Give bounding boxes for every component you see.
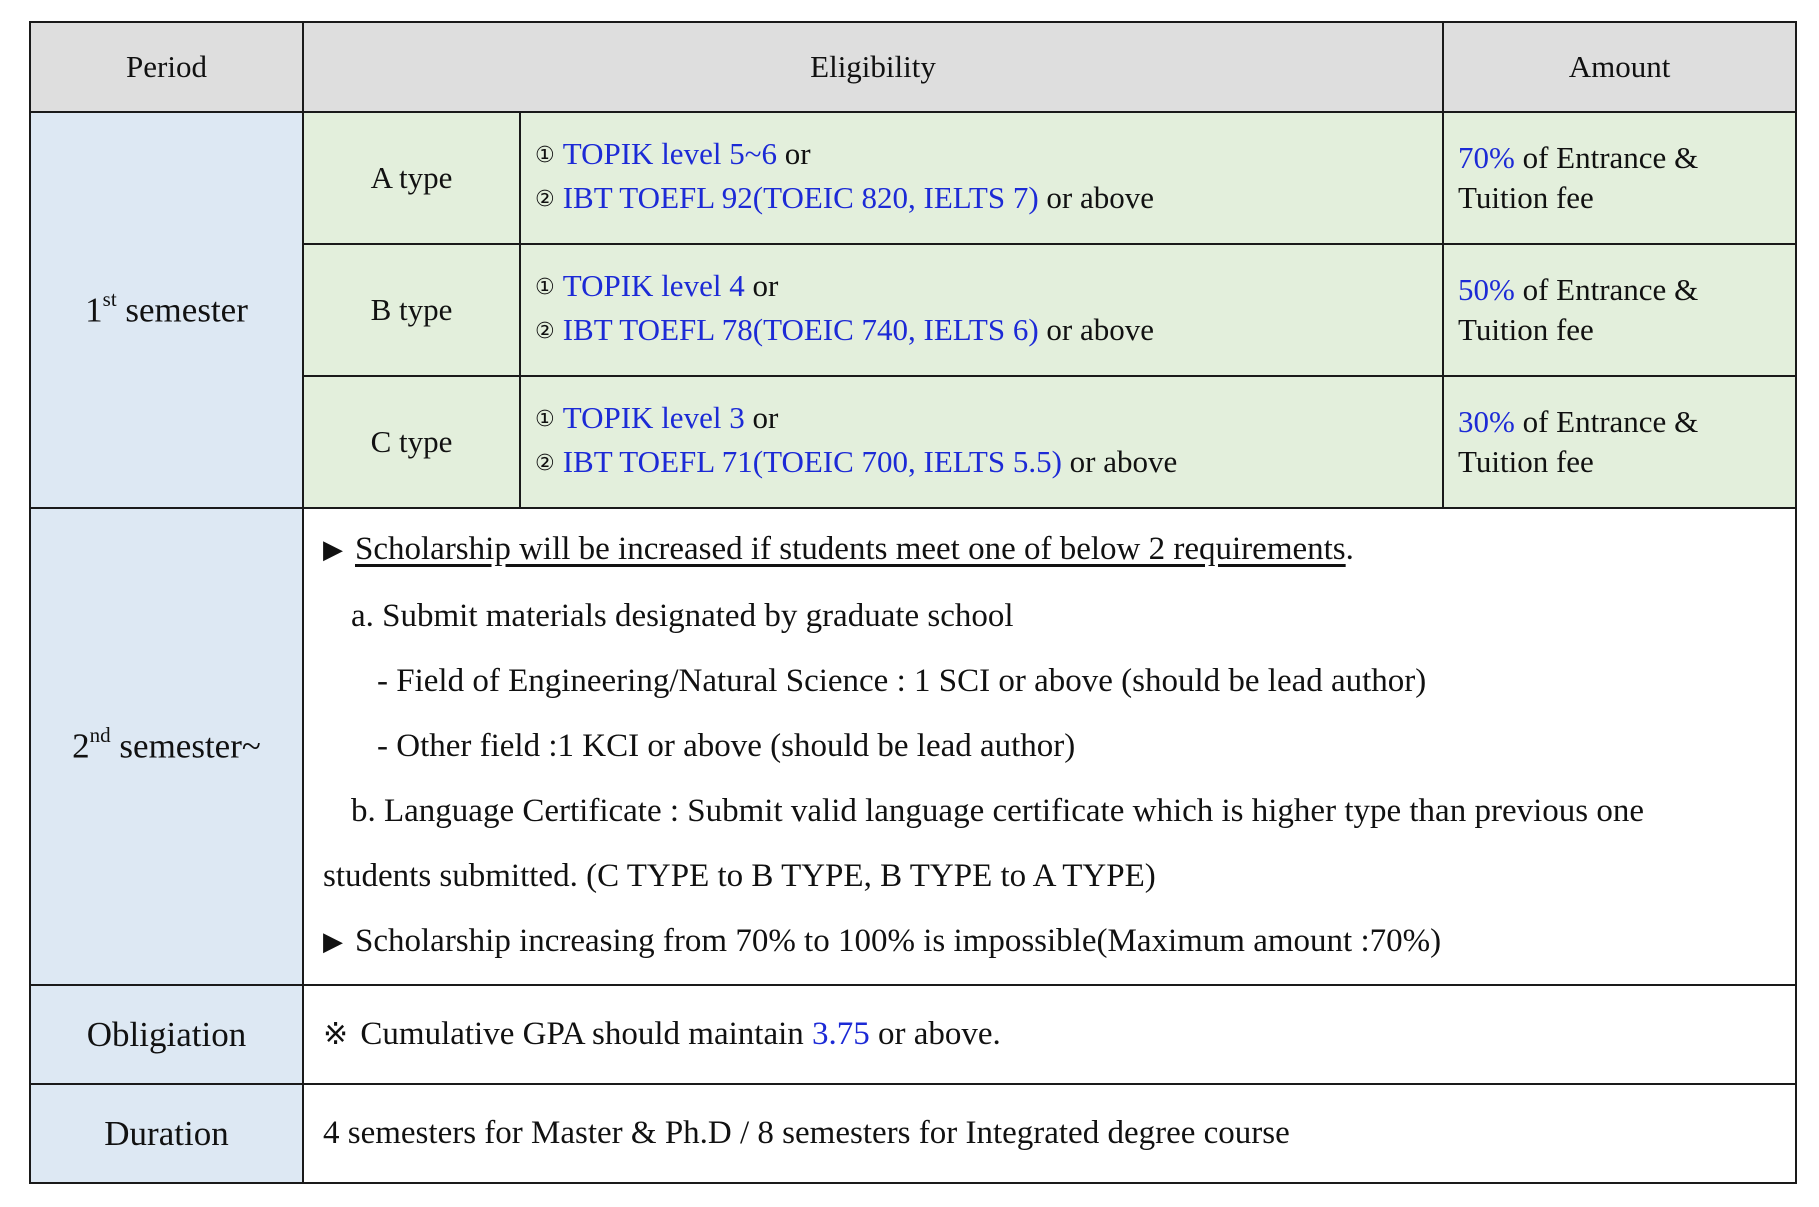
scholarship-document — [29, 21, 1797, 1184]
type-b-toefl: IBT TOEFL 78(TOEIC 740, IELTS 6) — [562, 312, 1039, 347]
header-eligibility: Eligibility — [303, 22, 1443, 112]
requirement-a-engineering: - Field of Engineering/Natural Science : 1 SCI or above (should be lead author) — [377, 663, 1427, 699]
type-a-percent: 70% — [1458, 140, 1515, 175]
type-a-eligibility — [520, 112, 1443, 244]
type-b-amount-line-1 — [1458, 270, 1795, 310]
type-b-line-2 — [535, 310, 1442, 354]
type-c-label: C type — [303, 376, 520, 508]
requirement-heading — [323, 517, 1777, 584]
triangle-bullet-icon: ▶ — [323, 927, 343, 957]
type-c-or: or — [744, 400, 779, 435]
type-c-topik: TOPIK level 3 — [562, 400, 745, 435]
type-a-toefl: IBT TOEFL 92(TOEIC 820, IELTS 7) — [562, 180, 1039, 215]
obligation-text-after: or above. — [869, 1016, 1001, 1052]
obligation-text-before: Cumulative GPA should maintain — [352, 1016, 813, 1052]
type-a-amount — [1443, 112, 1796, 244]
header-row — [30, 22, 1796, 112]
obligation-row — [30, 985, 1796, 1084]
requirement-b-continued: students submitted. (C TYPE to B TYPE, B TYPE to A TYPE) — [323, 858, 1156, 894]
type-a-or-above: or above — [1038, 180, 1154, 215]
circled-one-marker: ① — [535, 407, 555, 432]
type-c-amount — [1443, 376, 1796, 508]
circled-two-marker: ② — [535, 319, 555, 344]
type-c-percent: 30% — [1458, 404, 1515, 439]
duration-label: Duration — [30, 1084, 303, 1183]
second-semester-row — [30, 508, 1796, 985]
type-b-line-1 — [535, 266, 1442, 310]
type-b-percent: 50% — [1458, 272, 1515, 307]
first-semester-sup: st — [102, 286, 117, 311]
requirement-heading-period: . — [1345, 531, 1354, 567]
type-c-line-1 — [535, 398, 1442, 442]
type-a-line-2 — [535, 178, 1442, 222]
type-a-label: A type — [303, 112, 520, 244]
requirement-a: a. Submit materials designated by graduate school — [351, 598, 1014, 634]
first-semester-num: 1 — [85, 290, 103, 330]
second-semester-sup: nd — [89, 723, 111, 748]
first-semester-word: semester — [116, 290, 248, 330]
type-b-eligibility — [520, 244, 1443, 376]
duration-row — [30, 1084, 1796, 1183]
type-b-label: B type — [303, 244, 520, 376]
circled-two-marker: ② — [535, 187, 555, 212]
type-b-or-above: or above — [1038, 312, 1154, 347]
first-semester-row-a — [30, 112, 1796, 244]
type-c-amount-line-2: Tuition fee — [1458, 444, 1594, 479]
maximum-amount-note-text: Scholarship increasing from 70% to 100% is impossible(Maximum amount :70%) — [355, 923, 1442, 959]
obligation-text — [303, 985, 1796, 1084]
type-c-amount-line-1 — [1458, 402, 1795, 442]
first-semester-label — [30, 112, 303, 508]
type-a-line-1 — [535, 134, 1442, 178]
maximum-amount-note — [323, 909, 1777, 976]
type-c-eligibility — [520, 376, 1443, 508]
obligation-label: Obligiation — [30, 985, 303, 1084]
second-semester-word: semester~ — [110, 726, 261, 766]
requirement-b: b. Language Certificate : Submit valid language certificate which is higher type than previous one — [351, 793, 1644, 829]
second-semester-label — [30, 508, 303, 985]
requirement-heading-text: Scholarship will be increased if students meet one of below 2 requirements — [355, 531, 1346, 567]
reference-mark-icon: ※ — [323, 1017, 349, 1052]
type-b-or: or — [744, 268, 779, 303]
type-b-amount-text: of Entrance & — [1514, 272, 1699, 307]
type-b-topik: TOPIK level 4 — [562, 268, 745, 303]
type-a-amount-line-1 — [1458, 138, 1795, 178]
type-c-toefl: IBT TOEFL 71(TOEIC 700, IELTS 5.5) — [562, 444, 1062, 479]
type-c-line-2 — [535, 442, 1442, 486]
type-a-or: or — [776, 136, 811, 171]
circled-two-marker: ② — [535, 451, 555, 476]
type-c-or-above: or above — [1061, 444, 1178, 479]
duration-text: 4 semesters for Master & Ph.D / 8 semesters for Integrated degree course — [303, 1084, 1796, 1183]
circled-one-marker: ① — [535, 143, 555, 168]
header-amount: Amount — [1443, 22, 1796, 112]
type-c-amount-text: of Entrance & — [1514, 404, 1699, 439]
triangle-bullet-icon: ▶ — [323, 535, 343, 565]
type-a-amount-text: of Entrance & — [1514, 140, 1699, 175]
second-semester-details — [303, 508, 1796, 985]
header-period: Period — [30, 22, 303, 112]
circled-one-marker: ① — [535, 275, 555, 300]
requirement-a-other-field: - Other field :1 KCI or above (should be lead author) — [377, 728, 1076, 764]
type-b-amount — [1443, 244, 1796, 376]
type-a-topik: TOPIK level 5~6 — [562, 136, 777, 171]
second-semester-num: 2 — [72, 726, 90, 766]
scholarship-table — [29, 21, 1797, 1184]
type-b-amount-line-2: Tuition fee — [1458, 312, 1594, 347]
obligation-gpa-value: 3.75 — [812, 1016, 870, 1052]
type-a-amount-line-2: Tuition fee — [1458, 180, 1594, 215]
